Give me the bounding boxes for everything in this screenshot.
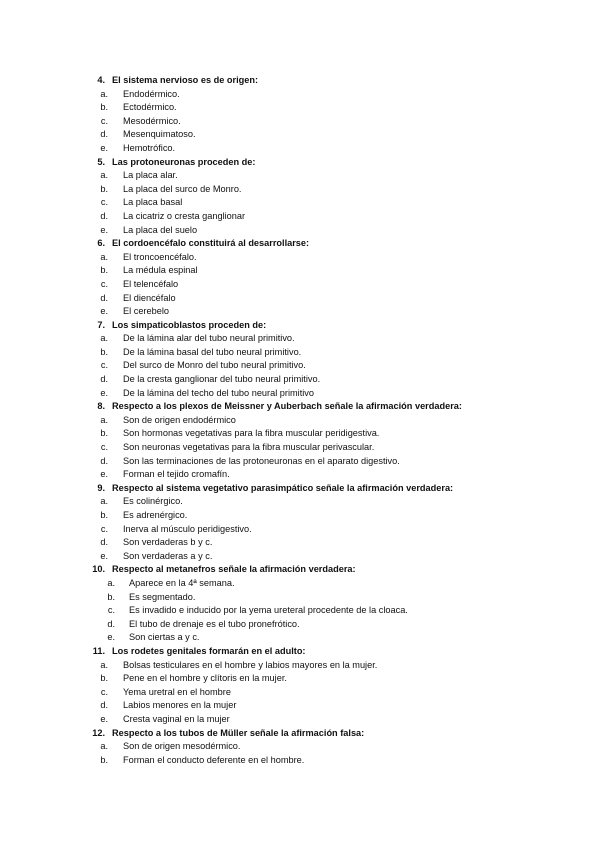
answer-option [86,251,556,265]
answer-option [86,509,556,523]
option-letter: b. [100,428,108,439]
question-heading [86,156,556,170]
answer-option [86,115,556,129]
option-text: De la lámina basal del tubo neural primitivo. [123,346,302,357]
answer-option [86,224,556,238]
answer-option [86,292,556,306]
answer-option [86,210,556,224]
question-list [86,74,556,767]
option-letter: b. [100,673,108,684]
question-number: 7. [97,319,105,330]
answer-option [86,183,556,197]
option-text: El diencéfalo [123,292,176,303]
question-10 [86,563,556,645]
option-text: Es invadido e inducido por la yema ureteral procedente de la cloaca. [129,605,408,616]
answer-option [86,631,556,645]
option-letter: a. [100,170,108,181]
answer-option [86,604,556,618]
answer-option [86,740,556,754]
question-text: Respecto a los plexos de Meissner y Auberbach señale la afirmación verdadera: [112,401,462,412]
answer-option [86,387,556,401]
question-heading [86,74,556,88]
answer-option [86,468,556,482]
option-letter: d. [100,129,108,140]
option-letter: d. [107,618,115,629]
option-letter: b. [100,183,108,194]
question-text: Respecto al sistema vegetativo parasimpático señale la afirmación verdadera: [112,482,454,493]
answer-option [86,699,556,713]
option-letter: a. [107,577,115,588]
question-heading [86,563,556,577]
answer-option [86,713,556,727]
question-text: Los rodetes genitales formarán en el adulto: [112,645,306,656]
answer-option [86,264,556,278]
answer-option [86,754,556,768]
option-text: Pene en el hombre y clítoris en la mujer. [123,673,287,684]
answer-option [86,659,556,673]
answer-option [86,591,556,605]
option-text: De la lámina del techo del tubo neural primitivo [123,387,314,398]
option-text: Aparece en la 4ª semana. [129,577,235,588]
answer-option [86,169,556,183]
option-letter: b. [100,754,108,765]
option-letter: c. [100,523,108,534]
option-letter: d. [100,292,108,303]
answer-option [86,414,556,428]
question-number: 10. [92,564,105,575]
option-text: Cresta vaginal en la mujer [123,713,230,724]
option-letter: a. [100,88,108,99]
question-6 [86,237,556,319]
answer-option [86,359,556,373]
option-letter: e. [100,306,108,317]
option-letter: a. [100,414,108,425]
option-text: Forman el conducto deferente en el hombre. [123,754,305,765]
option-text: Es adrenérgico. [123,510,188,520]
option-letter: c. [100,360,108,371]
option-text: La placa del surco de Monro. [123,183,242,194]
option-text: Son las terminaciones de las protoneuronas en el aparato digestivo. [123,455,400,466]
option-text: Mesodérmico. [123,115,181,126]
option-text: Son neuronas vegetativas para la fibra muscular perivascular. [123,442,375,453]
option-letter: a. [100,741,108,752]
answer-option [86,101,556,115]
answer-option [86,196,556,210]
option-text: Son de origen mesodérmico. [123,741,241,752]
option-text: Es colinérgico. [123,496,183,507]
question-heading [86,482,556,496]
answer-option [86,618,556,632]
question-heading [86,400,556,414]
question-number: 8. [97,401,105,412]
option-letter: c. [100,686,108,697]
answer-option [86,536,556,550]
question-number: 12. [92,727,105,738]
option-text: Forman el tejido cromafín. [123,469,230,480]
option-letter: d. [100,455,108,466]
option-text: La placa alar. [123,170,178,181]
option-text: Mesenquimatoso. [123,129,196,140]
option-text: La placa basal [123,197,183,208]
option-letter: a. [100,251,108,262]
option-text: Son hormonas vegetativas para la fibra muscular peridigestiva. [123,428,380,439]
answer-option [86,305,556,319]
option-letter: b. [100,265,108,276]
option-letter: c. [100,278,108,289]
question-heading [86,727,556,741]
option-letter: c. [100,115,108,126]
option-text: De la cresta ganglionar del tubo neural primitivo. [123,374,321,385]
question-11 [86,645,556,727]
answer-option [86,88,556,102]
question-text: Respecto al metanefros señale la afirmación verdadera: [112,564,356,575]
question-4 [86,74,556,156]
option-letter: d. [100,210,108,221]
question-7 [86,319,556,401]
option-letter: d. [100,374,108,385]
question-number: 9. [97,482,105,493]
option-text: El tubo de drenaje es el tubo pronefrótico. [129,618,300,629]
option-letter: e. [107,632,115,643]
question-12 [86,727,556,768]
option-letter: e. [100,387,108,398]
option-text: La cicatriz o cresta ganglionar [123,210,246,221]
answer-option [86,427,556,441]
answer-option [86,332,556,346]
answer-option [86,142,556,156]
question-5 [86,156,556,238]
answer-option [86,495,556,509]
option-letter: e. [100,550,108,561]
option-letter: a. [100,659,108,670]
option-text: La médula espinal [123,265,198,276]
answer-option [86,523,556,537]
option-letter: b. [100,510,108,520]
option-letter: d. [100,537,108,548]
question-number: 11. [92,645,105,656]
option-letter: a. [100,333,108,344]
option-text: Endodérmico. [123,88,180,99]
option-text: De la lámina alar del tubo neural primitivo. [123,333,295,344]
option-text: Ectodérmico. [123,102,177,113]
question-heading [86,645,556,659]
answer-option [86,672,556,686]
option-text: Yema uretral en el hombre [123,686,231,697]
option-letter: b. [107,591,115,602]
option-letter: d. [100,700,108,711]
option-letter: c. [107,605,115,616]
option-text: Inerva al músculo peridigestivo. [123,523,252,534]
option-text: Labios menores en la mujer [123,700,237,711]
question-number: 6. [97,238,105,249]
answer-option [86,441,556,455]
option-letter: c. [100,197,108,208]
question-heading [86,319,556,333]
answer-option [86,686,556,700]
answer-option [86,373,556,387]
question-text: Respecto a los tubos de Müller señale la afirmación falsa: [112,727,365,738]
question-heading [86,237,556,251]
option-text: Son verdaderas b y c. [123,537,213,548]
option-text: La placa del suelo [123,224,198,235]
option-text: El telencéfalo [123,278,179,289]
option-text: Son verdaderas a y c. [123,550,213,561]
answer-option [86,455,556,469]
option-letter: e. [100,142,108,153]
question-text: Las protoneuronas proceden de: [112,156,256,167]
question-text: Los simpaticoblastos proceden de: [112,319,267,330]
option-letter: e. [100,713,108,724]
answer-option [86,346,556,360]
option-letter: e. [100,469,108,480]
question-text: El cordoencéfalo constituirá al desarrollarse: [112,238,310,249]
answer-option [86,278,556,292]
option-letter: a. [100,496,108,507]
question-9 [86,482,556,564]
option-letter: e. [100,224,108,235]
answer-option [86,550,556,564]
question-number: 5. [97,156,105,167]
option-text: Son ciertas a y c. [129,632,200,643]
answer-option [86,128,556,142]
option-letter: c. [100,442,108,453]
question-8 [86,400,556,482]
question-text: El sistema nervioso es de origen: [112,75,259,85]
question-number: 4. [97,75,105,85]
option-text: Son de origen endodérmico [123,414,236,425]
option-text: Del surco de Monro del tubo neural primitivo. [123,360,306,371]
option-text: El troncoencéfalo. [123,251,197,262]
option-letter: b. [100,102,108,113]
option-text: Es segmentado. [129,591,196,602]
option-letter: b. [100,346,108,357]
option-text: El cerebelo [123,306,169,317]
option-text: Hemotrófico. [123,142,176,153]
option-text: Bolsas testiculares en el hombre y labios mayores en la mujer. [123,659,378,670]
answer-option [86,577,556,591]
